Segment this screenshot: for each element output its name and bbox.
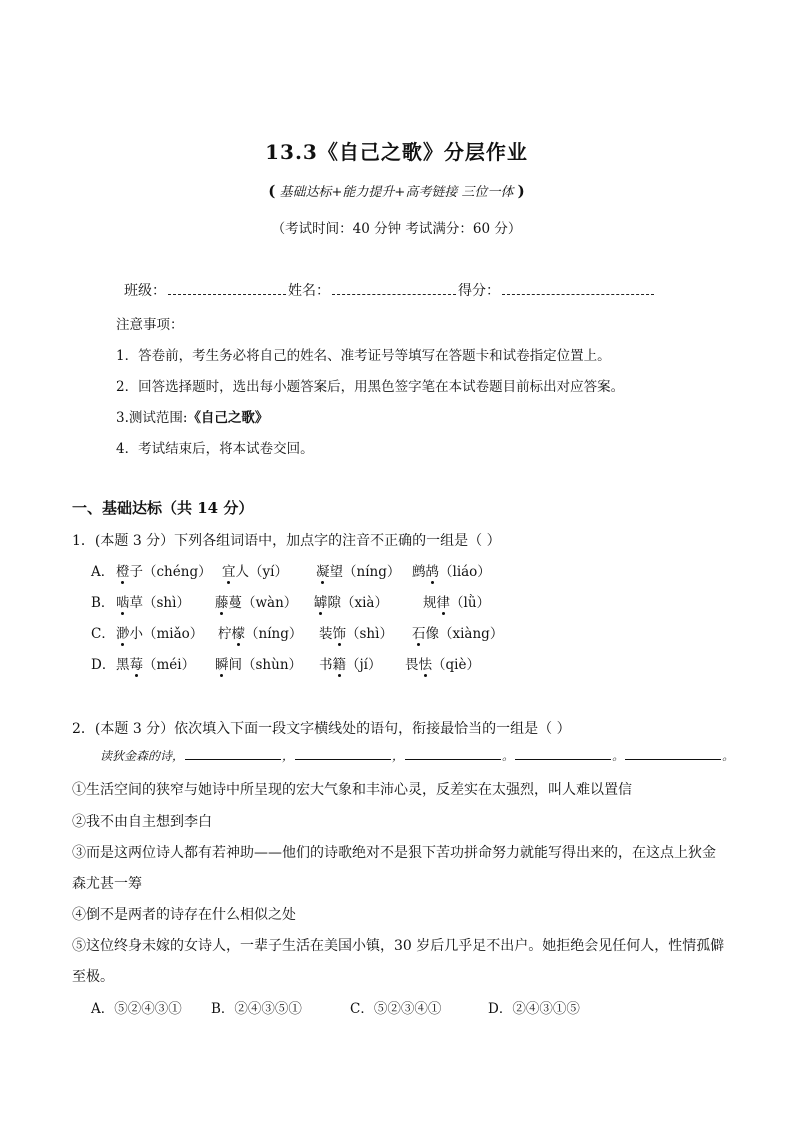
q2-statement-5-line-2: 至极。 [72,969,114,985]
q1-option-c-word-1: 渺小（miǎo） [116,626,204,642]
q2-answer-c[interactable]: C．⑤②③④① [350,1001,442,1017]
subtitle-close-paren: ) [517,182,525,200]
q2-blank-5[interactable] [625,747,721,760]
q2-statement-5-line-1: ⑤这位终身未嫁的女诗人，一辈子生活在美国小镇，30 岁后几乎足不出户。她拒绝会见任何人，性情孤僻 [72,938,725,954]
q2-blank-4[interactable] [515,747,611,760]
class-label: 班级： [124,283,166,299]
question-2-stem: 2．(本题 3 分）依次填入下面一段文字横线处的语句，衔接最恰当的一组是（ ） [72,721,571,737]
q2-statement-4: ④倒不是两者的诗存在什么相似之处 [72,907,296,923]
q1-option-a-word-3: 凝望（níng） [316,564,401,580]
q1-option-a-word-1: 橙子（chéng） [116,564,212,580]
q1-option-c-word-3: 装饰（shì） [319,626,393,642]
score-blank[interactable] [502,280,654,295]
q2-statement-3-line-1: ③而是这两位诗人都有若神助——他们的诗歌绝对不是狠下苦功拼命努力就能写得出来的，在这点上狄金 [72,845,716,861]
page-subtitle [0,181,793,200]
q1-option-d-word-3: 书籍（jí） [319,657,382,673]
note-item-1: 1．答卷前，考生务必将自己的姓名、准考证号等填写在答题卡和试卷指定位置上。 [116,348,611,364]
q2-statement-1: ①生活空间的狭窄与她诗中所呈现的宏大气象和丰沛心灵，反差实在太强烈，叫人难以置信 [72,782,632,798]
q1-option-a-word-4: 鹧鸪（liáo） [412,564,491,580]
q2-blank-3[interactable] [405,747,501,760]
subtitle-open-paren: ( [268,182,276,200]
note-item-4: 4．考试结束后，将本试卷交回。 [116,441,314,457]
q2-answer-a[interactable]: A．⑤②④③① [91,1001,182,1017]
score-label: 得分： [458,283,500,299]
q1-option-c-word-2: 柠檬（níng） [218,626,303,642]
notes-heading: 注意事项： [116,317,184,333]
q2-blank-1[interactable] [185,747,281,760]
note-item-3 [116,406,268,426]
q2-answer-b[interactable]: B．②④③⑤① [211,1001,302,1017]
q2-statement-3-line-2: 森尤甚一筹 [72,876,142,892]
name-label: 姓名： [288,283,330,299]
question-1-stem: 1．(本题 3 分）下列各组词语中，加点字的注音不正确的一组是（ ） [72,533,501,549]
name-blank[interactable] [332,280,456,295]
student-info-line [124,280,656,300]
q1-option-d-label[interactable]: D． [91,657,116,673]
q1-option-d-word-2: 瞬间（shùn） [215,657,303,673]
section-heading-basic: 一、基础达标（共 14 分） [72,499,254,517]
q1-option-a-word-2: 宜人（yí） [222,564,288,580]
class-blank[interactable] [168,280,286,295]
q2-answer-d[interactable]: D．②④③①⑤ [488,1001,580,1017]
note-item-3-prefix: 3.测试范围: [116,410,188,426]
test-range: 《自己之歌》 [187,410,269,426]
page-title: 13.3《自己之歌》分层作业 [265,140,528,164]
q1-option-d-word-4: 畏怯（qiè） [405,657,480,673]
q1-option-b-word-1: 啮草（shì） [116,595,190,611]
q1-option-a-label[interactable]: A． [91,564,115,580]
exam-info: （考试时间：40 分钟 考试满分：60 分） [271,221,522,237]
q1-option-b-label[interactable]: B． [91,595,115,611]
q2-statement-2: ②我不由自主想到李白 [72,814,212,830]
q2-passage: 读狄金森的诗， ， ， 。 。 。 [100,749,735,763]
q1-option-b-word-2: 藤蔓（wàn） [215,595,298,611]
q1-option-d-word-1: 黑莓（méi） [116,657,196,673]
q1-option-b-word-4: 规律（lǜ） [423,595,491,611]
q1-option-c-word-4: 石像（xiàng） [412,626,504,642]
q1-option-c-label[interactable]: C． [91,626,115,642]
subtitle-text: 基础达标+能力提升+高考链接 三位一体 [279,185,514,200]
q2-passage-lead: 读狄金森的诗， [100,749,185,763]
note-item-2: 2．回答选择题时，选出每小题答案后，用黑色签字笔在本试卷题目前标出对应答案。 [116,379,625,395]
q1-option-b-word-3: 罅隙（xià） [314,595,388,611]
q2-blank-2[interactable] [295,747,391,760]
